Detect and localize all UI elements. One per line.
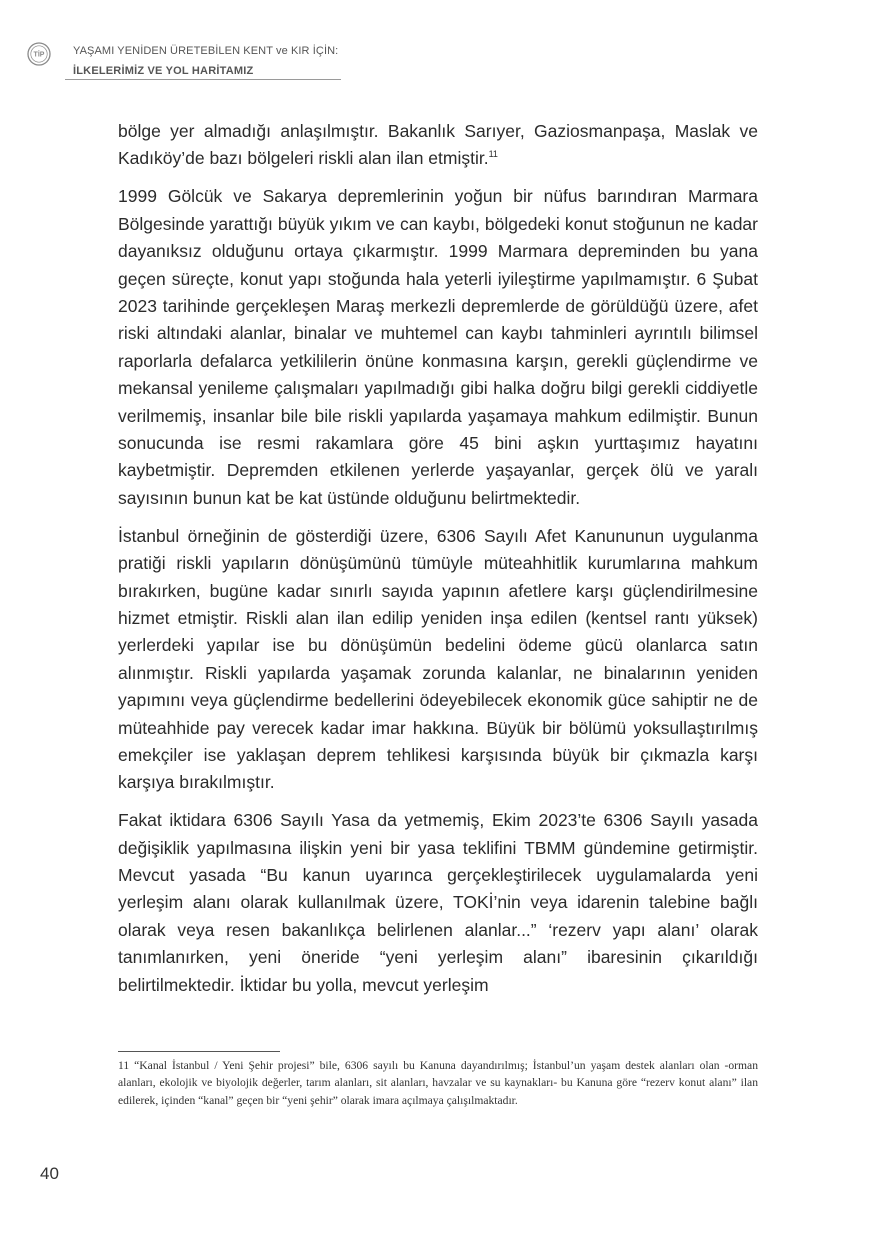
paragraph: İstanbul örneğinin de gösterdiği üzere, 6306 Sayılı Afet Kanununun uygulanma pratiği riskli yapıların dönüşümünü tümüyle müteahhitlik kurumlarına mahkum bırakırken, bugüne kadar sınırlı sayıda yapının afetlere karşı güçlendirilmesine hizmet etmiştir. Riskli alan ilan edilip yeniden inşa edilen (kentsel rantı yüksek) yerlerdeki yapılar ise bu dönüşümün bedelini ödeme gücü olanlarca satın alınmıştır. Riskli yapılarda yaşamak zorunda kalanlar, ne binalarının yeniden yapımını veya güçlendirme bedellerini ödeyebilecek ekonomik güce sahiptir ne de müteahhide pay verecek kadar imar hakkına. Büyük bir bölümü yoksullaştırılmış emekçiler ise yaklaşan deprem tehlikesi karşısında büyük bir çıkmazla karşı karşıya bırakılmıştır. <box>118 525 758 793</box>
footnote-divider <box>118 1051 280 1052</box>
paragraph: Fakat iktidara 6306 Sayılı Yasa da yetmemiş, Ekim 2023’te 6306 Sayılı yasada değişiklik yapılmasına ilişkin yeni bir yasa teklifini TBMM gündemine getirmiştir. Mevcut yasada “Bu kanun uyarınca gerçekleştirilecek uygulamalarda yeni yerleşim alanı olarak kullanılmak üzere, TOKİ’nin veya idarenin talebine bağlı olarak veya resen bakanlıkça belirlenen alanlar...” ‘rezerv yapı alanı’ olarak tanımlanırken, yeni öneride “yeni yerleşim alanı” ibaresinin çıkarıldığı belirtilmektedir. İktidar bu yolla, mevcut yerleşim <box>118 810 758 995</box>
paragraph-text: bölge yer almadığı anlaşılmıştır. Bakanlık Sarıyer, Gaziosmanpaşa, Maslak ve Kadıköy’de bazı bölgeleri riskli alan ilan etmiştir. <box>118 121 758 169</box>
page-number: 40 <box>40 1164 59 1183</box>
footnote-reference[interactable]: 11 <box>488 149 498 160</box>
header-title-line2: İLKELERİMİZ VE YOL HARİTAMIZ <box>73 65 254 77</box>
body-text <box>118 118 758 999</box>
footnote: 11 “Kanal İstanbul / Yeni Şehir projesi” bile, 6306 sayılı bu Kanuna dayandırılmış; İstanbul’un yaşam destek alanları olan -orman alanları, ekolojik ve biyolojik değerler, tarım alanları, sit alanları, havzalar ve su kaynakları- bu Kanuna göre “rezerv konut alanı” ilan edilerek, içinden “kanal” geçen bir “yeni şehir” olarak imara açılmaya çalışılmaktadır. <box>118 1059 758 1107</box>
paragraph <box>118 118 758 173</box>
paragraph: 1999 Gölcük ve Sakarya depremlerinin yoğun bir nüfus barındıran Marmara Bölgesinde yarattığı büyük yıkım ve can kaybı, bölgedeki konut stoğunun ne kadar dayanıksız olduğunu ortaya çıkarmıştır. 1999 Marmara depreminden bu yana geçen süreçte, konut yapı stoğunda hala yeterli iyileştirme yapılmamıştır. 6 Şubat 2023 tarihinde gerçekleşen Maraş merkezli depremlerde de görüldüğü üzere, afet riski altındaki alanlar, binalar ve muhtemel can kaybı tahminleri ayrıntılı bilimsel raporlarla defalarca yetkililerin önüne konmasına karşın, gerekli güçlendirme ve mekansal yenileme çalışmaları yapılmadığı gibi halka doğru bilgi gerekli ciddiyetle verilmemiş, insanlar bile bile riskli yapılarda yaşamaya mahkum edilmiştir. Bunun sonucunda ise resmi rakamlara göre 45 bini aşkın yurttaşımız hayatını kaybetmiştir. Depremden etkilenen yerlerde yaşayanlar, gerçek ölü ve yaralı sayısının bunun kat be kat üstünde olduğunu belirtmektedir. <box>118 186 758 508</box>
tip-party-logo-icon <box>27 42 51 66</box>
svg-text:TİP: TİP <box>33 51 45 59</box>
header-divider <box>65 79 341 80</box>
header-title-line1: YAŞAMI YENİDEN ÜRETEBİLEN KENT ve KIR İÇİN: <box>73 45 339 57</box>
running-header <box>27 40 341 82</box>
